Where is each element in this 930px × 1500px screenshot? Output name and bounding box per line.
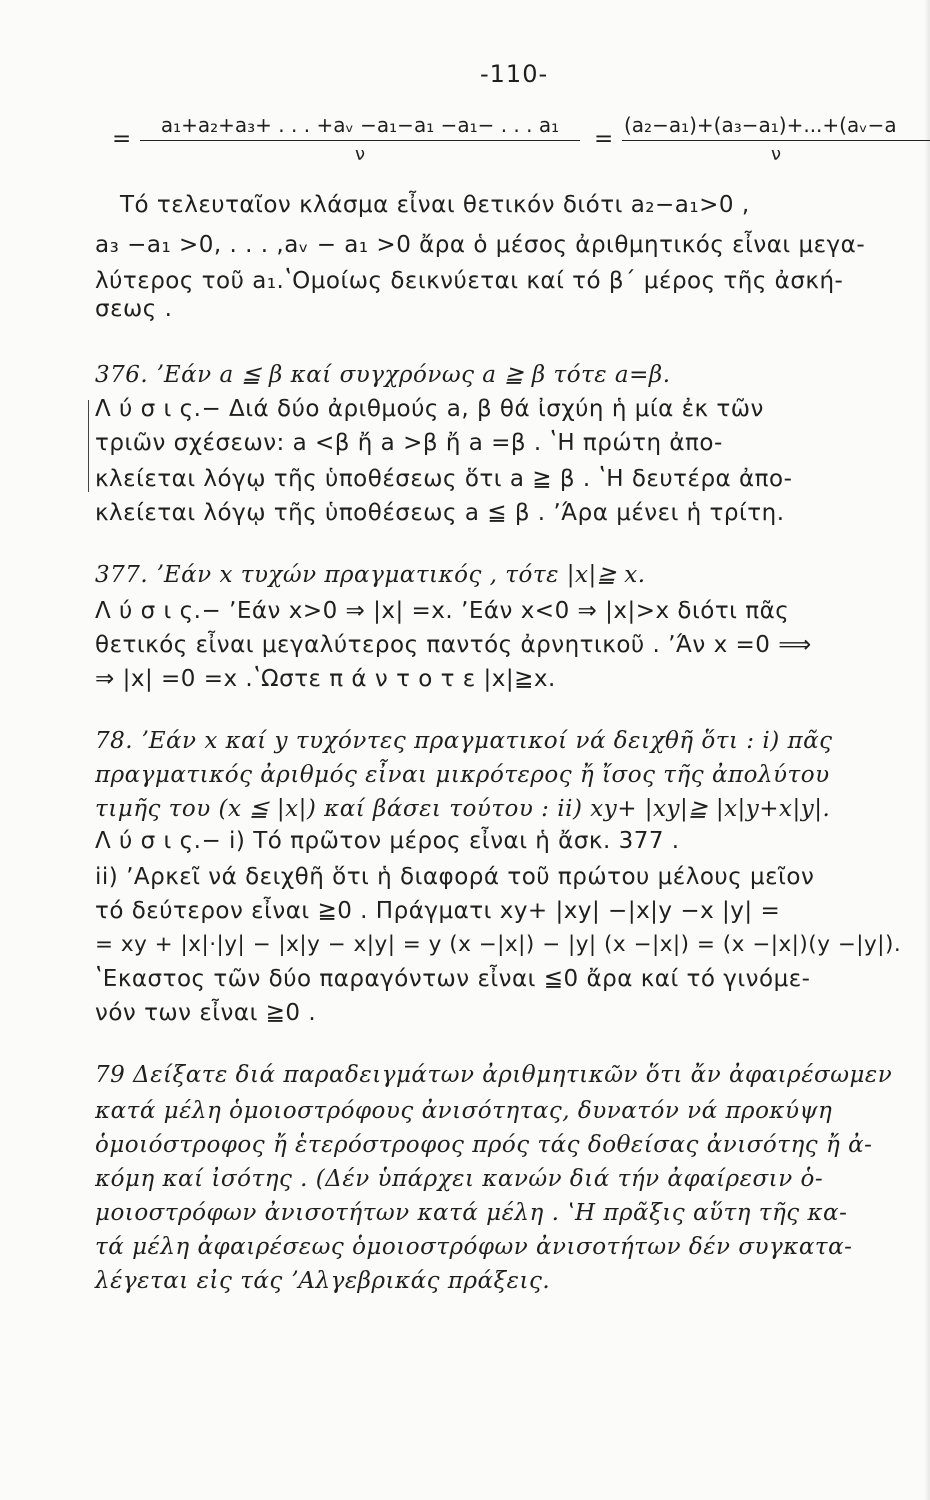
page-number: -110- (480, 60, 549, 88)
text-line: μοιοστρόφων ἀνισοτήτων κατά μέλη . ʽΗ πρᾶξις αὕτη τῆς κα- (95, 1200, 848, 1226)
text-line: = xy + |x|·|y| − |x|y − x|y| = y (x −|x|) − |y| (x −|x|) = (x −|x|)(y −|y|). (95, 932, 902, 957)
text-line: ὁμοιόστροφος ἤ ἑτερόστροφος πρός τάς δοθείσας ἀνισότης ἤ ἀ- (95, 1132, 873, 1158)
exercise-377-statement: 377. ʼΕάν x τυχών πραγματικός , τότε |x|≧ x. (95, 562, 646, 588)
exercise-378-statement: 78. ʼΕάν x καί y τυχόντες πραγματικοί νά δειχθῆ ὅτι : i) πᾶς (95, 728, 833, 754)
fraction-2-bar (622, 140, 930, 141)
solution-label: Λ ύ σ ι ς.− Διά δύο ἀριθμούς a, β θά ἰσχύη ἡ μία ἐκ τῶν (95, 396, 764, 422)
text-line: θετικός εἶναι μεγαλύτερος παντός ἀρνητικοῦ . ʼΆν x =0 ⟹ (95, 632, 812, 658)
exercise-376-statement: 376. ʼΕάν a ≦ β καί συγχρόνως a ≧ β τότε a=β. (95, 362, 671, 388)
text-line: Τό τελευταῖον κλάσμα εἶναι θετικόν διότι a₂−a₁>0 , (120, 192, 750, 218)
equals-sign-middle: = (594, 126, 614, 152)
fraction-1-numerator: a₁+a₂+a₃+ . . . +aᵥ −a₁−a₁ −a₁− . . . a₁ (160, 113, 560, 137)
text-line: ⇒ |x| =0 =x .ʽΩστε π ά ν τ ο τ ε |x|≧x. (95, 666, 556, 692)
page-edge-shadow (924, 0, 930, 1500)
text-line: a₃ −a₁ >0, . . . ,aᵥ − a₁ >0 ἄρα ὁ μέσος ἀριθμητικός εἶναι μεγα- (95, 232, 866, 258)
text-line: λύτερος τοῦ a₁.ʽΟμοίως δεικνύεται καί τό β΄ μέρος τῆς ἀσκή- (95, 268, 844, 294)
fraction-equation (112, 112, 930, 182)
fraction-1-bar (140, 140, 580, 141)
solution-label: Λ ύ σ ι ς.− ʼΕάν x>0 ⇒ |x| =x. ʼΕάν x<0 ⇒ |x|>x διότι πᾶς (95, 598, 790, 624)
text-line: νόν των εἶναι ≧0 . (95, 1000, 317, 1026)
text-line: τά μέλη ἀφαιρέσεως ὁμοιοστρόφων ἀνισοτήτων δέν συγκατα- (95, 1234, 853, 1260)
fraction-1-denominator: ν (354, 144, 366, 165)
text-line: λέγεται εἰς τάς ʼΑλγεβρικάς πράξεις. (95, 1268, 551, 1294)
text-line: τριῶν σχέσεων: a <β ἤ a >β ἤ a =β . ʽΗ πρώτη ἀπο- (95, 430, 723, 456)
equals-sign-left: = (112, 126, 132, 152)
margin-bracket (88, 400, 89, 492)
text-line: ii) ʼΑρκεῖ νά δειχθῆ ὅτι ἡ διαφορά τοῦ πρώτου μέλους μεῖον (95, 864, 815, 890)
fraction-2 (622, 112, 930, 167)
exercise-379-statement: 79 Δείξατε διά παραδειγμάτων ἀριθμητικῶν ὅτι ἄν ἀφαιρέσωμεν (95, 1062, 893, 1088)
fraction-2-numerator: (a₂−a₁)+(a₃−a₁)+...+(aᵥ−a (624, 113, 897, 137)
text-line: πραγματικός ἀριθμός εἶναι μικρότερος ἤ ἴσος τῆς ἀπολύτου (95, 762, 830, 788)
text-line: τιμῆς του (x ≦ |x|) καί βάσει τούτου : ii) xy+ |xy|≧ |x|y+x|y|. (95, 796, 831, 822)
text-line: κλείεται λόγῳ τῆς ὑποθέσεως ὅτι a ≧ β . ʽΗ δευτέρα ἀπο- (95, 466, 793, 492)
text-line: τό δεύτερον εἶναι ≧0 . Πράγματι xy+ |xy| −|x|y −x |y| = (95, 898, 781, 924)
text-line: κόμη καί ἰσότης . (Δέν ὑπάρχει κανών διά τήν ἀφαίρεσιν ὁ- (95, 1166, 824, 1192)
text-line: ʽΕκαστος τῶν δύο παραγόντων εἶναι ≦0 ἄρα καί τό γινόμε- (95, 966, 811, 992)
text-line: σεως . (95, 296, 173, 322)
text-line: κλείεται λόγῳ τῆς ὑποθέσεως a ≦ β . ʼΆρα μένει ἡ τρίτη. (95, 500, 785, 526)
solution-label: Λ ύ σ ι ς.− i) Τό πρῶτον μέρος εἶναι ἡ ἄσκ. 377 . (95, 828, 680, 854)
fraction-2-denominator: ν (770, 144, 782, 165)
text-line: κατά μέλη ὁμοιοστρόφους ἀνισότητας, δυνατόν νά προκύψη (95, 1098, 833, 1124)
fraction-1 (140, 112, 580, 167)
